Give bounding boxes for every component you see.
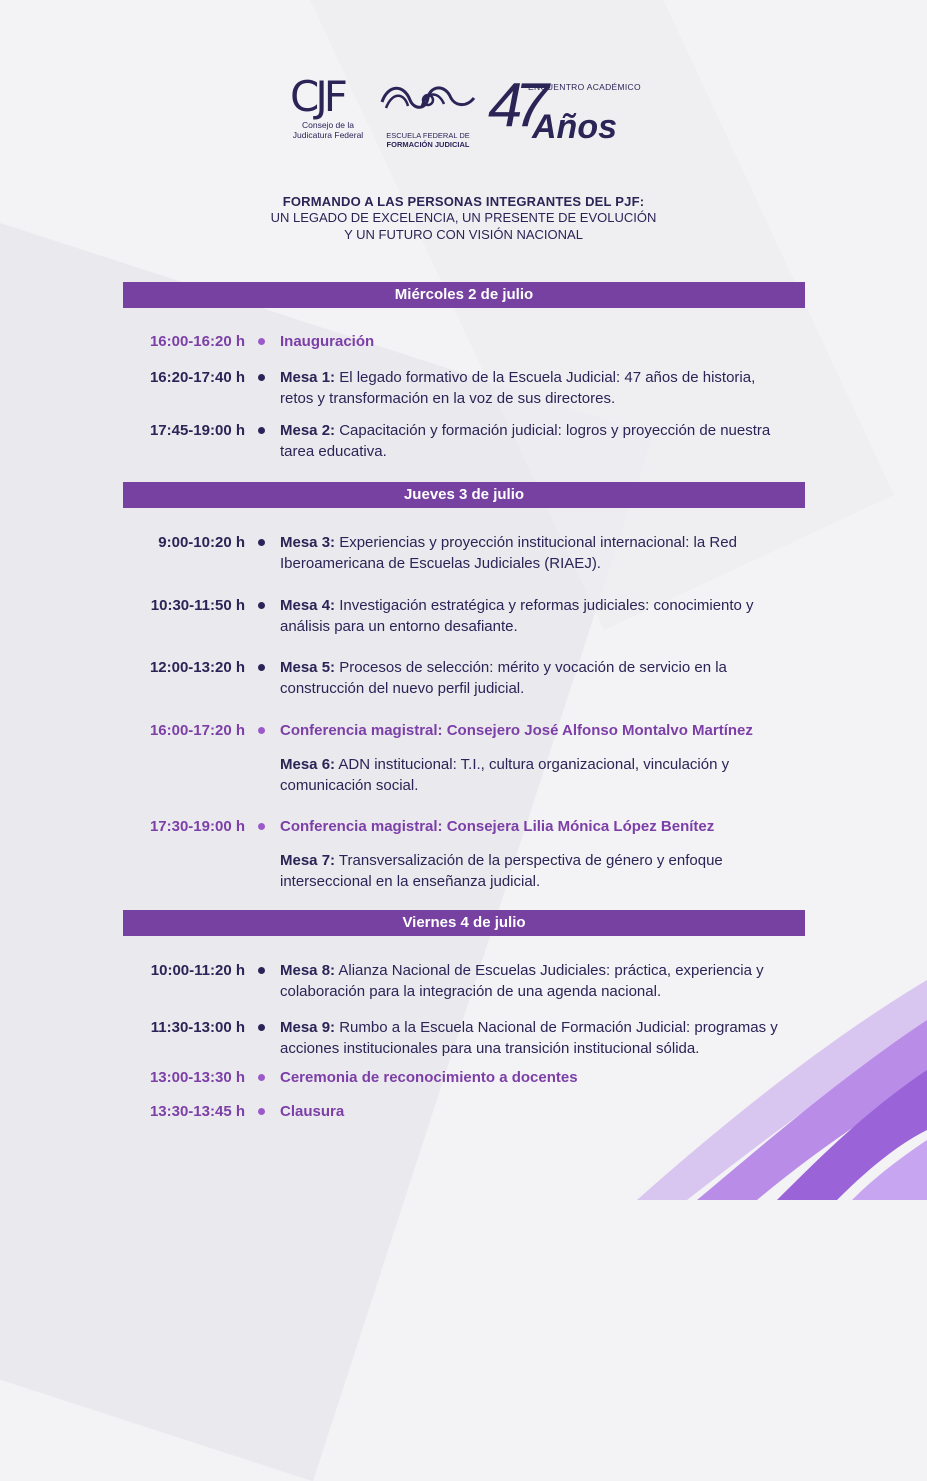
bullet-icon bbox=[258, 1108, 265, 1115]
anniversary-number: 47 bbox=[488, 71, 541, 140]
panel-label: Mesa 7: bbox=[280, 852, 336, 869]
event-description bbox=[280, 960, 780, 1002]
time-label: 17:30-19:00 h bbox=[149, 818, 245, 835]
event-description bbox=[280, 657, 780, 699]
panel-text: Alianza Nacional de Escuelas Judiciales: práctica, experiencia y colaboración para la integración de una agenda nacional. bbox=[280, 962, 764, 1000]
event-description bbox=[280, 595, 780, 637]
event-description bbox=[280, 754, 780, 796]
event-description bbox=[280, 420, 780, 462]
bullet-icon bbox=[258, 823, 265, 830]
panel-label: Mesa 8: bbox=[280, 962, 336, 979]
bullet-icon bbox=[258, 427, 265, 434]
cjf-logo bbox=[286, 74, 370, 140]
eff-logo-line1: ESCUELA FEDERAL DE bbox=[386, 131, 470, 140]
panel-text: Investigación estratégica y reformas judiciales: conocimiento y análisis para un entorno desafiante. bbox=[280, 597, 754, 635]
event-title: Conferencia magistral: Consejera Lilia Mónica López Benítez bbox=[280, 818, 715, 835]
time-label: 16:20-17:40 h bbox=[149, 369, 245, 386]
panel-label: Mesa 3: bbox=[280, 534, 336, 551]
event-title: Ceremonia de reconocimiento a docentes bbox=[280, 1069, 578, 1086]
time-label: 9:00-10:20 h bbox=[158, 534, 245, 551]
bullet-icon bbox=[258, 338, 265, 345]
panel-label: Mesa 4: bbox=[280, 597, 336, 614]
time-label: 16:00-16:20 h bbox=[149, 333, 245, 350]
time-label: 11:30-13:00 h bbox=[150, 1019, 245, 1036]
bullet-icon bbox=[258, 727, 265, 734]
event-title: Conferencia magistral: Consejero José Alfonso Montalvo Martínez bbox=[280, 722, 753, 739]
event-description bbox=[280, 367, 780, 409]
cjf-logo-mark: CJF bbox=[290, 72, 344, 121]
eff-logo bbox=[378, 78, 478, 149]
bullet-icon bbox=[258, 664, 265, 671]
day-header: Viernes 4 de julio bbox=[123, 910, 805, 936]
panel-text: Procesos de selección: mérito y vocación de servicio en la construcción del nuevo perfil judicial. bbox=[280, 659, 727, 697]
tagline bbox=[0, 194, 927, 243]
anniversary-word: Años bbox=[532, 108, 617, 146]
panel-label: Mesa 2: bbox=[280, 422, 336, 439]
time-label: 12:00-13:20 h bbox=[149, 659, 245, 676]
tagline-line: UN LEGADO DE EXCELENCIA, UN PRESENTE DE EVOLUCIÓN bbox=[270, 210, 657, 225]
anniversary-logo bbox=[488, 71, 648, 154]
time-label: 13:00-13:30 h bbox=[149, 1069, 245, 1086]
eff-logo-line2: FORMACIÓN JUDICIAL bbox=[386, 140, 470, 149]
day-header: Jueves 3 de julio bbox=[123, 482, 805, 508]
event-title: Clausura bbox=[280, 1103, 345, 1120]
tagline-title: FORMANDO A LAS PERSONAS INTEGRANTES DEL PJF: bbox=[282, 194, 645, 209]
eff-logo-text bbox=[378, 131, 478, 149]
bullet-icon bbox=[258, 602, 265, 609]
panel-label: Mesa 6: bbox=[280, 756, 336, 773]
panel-label: Mesa 5: bbox=[280, 659, 336, 676]
panel-text: El legado formativo de la Escuela Judicial: 47 años de historia, retos y transformación en la voz de sus directores. bbox=[280, 369, 756, 407]
bullet-icon bbox=[258, 967, 265, 974]
time-label: 10:30-11:50 h bbox=[150, 597, 245, 614]
cjf-logo-text: Consejo de la Judicatura Federal bbox=[292, 120, 364, 140]
bullet-icon bbox=[258, 539, 265, 546]
time-label: 17:45-19:00 h bbox=[149, 422, 245, 439]
time-label: 13:30-13:45 h bbox=[149, 1103, 245, 1120]
panel-text: ADN institucional: T.I., cultura organizacional, vinculación y comunicación social. bbox=[280, 756, 730, 794]
day-header: Miércoles 2 de julio bbox=[123, 282, 805, 308]
event-title: Inauguración bbox=[280, 333, 375, 350]
bullet-icon bbox=[258, 1024, 265, 1031]
time-label: 10:00-11:20 h bbox=[150, 962, 245, 979]
panel-label: Mesa 1: bbox=[280, 369, 336, 386]
panel-text: Transversalización de la perspectiva de género y enfoque interseccional en la enseñanza judicial. bbox=[280, 852, 723, 890]
panel-text: Experiencias y proyección institucional internacional: la Red Iberoamericana de Escuelas Judiciales (RIAEJ). bbox=[280, 534, 737, 572]
panel-text: Capacitación y formación judicial: logros y proyección de nuestra tarea educativa. bbox=[280, 422, 771, 460]
eff-wave-icon bbox=[378, 78, 478, 118]
event-description bbox=[280, 1017, 780, 1059]
tagline-line: Y UN FUTURO CON VISIÓN NACIONAL bbox=[344, 227, 583, 242]
bullet-icon bbox=[258, 1074, 265, 1081]
panel-label: Mesa 9: bbox=[280, 1019, 336, 1036]
bullet-icon bbox=[258, 374, 265, 381]
header-logos bbox=[286, 71, 646, 154]
anniversary-subtitle: ENCUENTRO ACADÉMICO bbox=[528, 82, 641, 92]
event-description bbox=[280, 532, 780, 574]
panel-text: Rumbo a la Escuela Nacional de Formación Judicial: programas y acciones institucionales para una transición institucional sólida. bbox=[280, 1019, 778, 1057]
time-label: 16:00-17:20 h bbox=[149, 722, 245, 739]
event-description bbox=[280, 850, 780, 892]
